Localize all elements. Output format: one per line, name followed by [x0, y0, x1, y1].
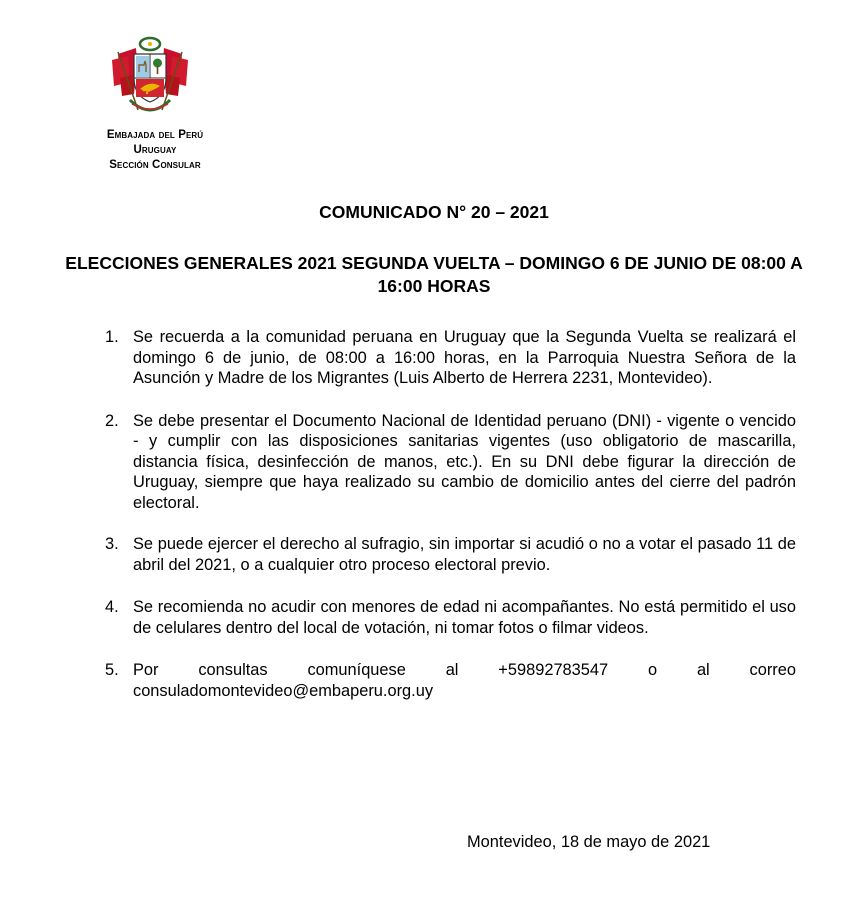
list-item-number: 2.	[105, 411, 119, 430]
document-subtitle: ELECCIONES GENERALES 2021 SEGUNDA VUELTA – DOMINGO 6 DE JUNIO DE 08:00 A 16:00 HORAS	[65, 253, 803, 296]
list-item	[96, 597, 796, 638]
letterhead-country: Uruguay	[133, 144, 177, 156]
letterhead-embassy: Embajada del Perú	[106, 129, 204, 141]
letterhead-section: Sección Consular	[109, 159, 201, 171]
place-and-date: Montevideo, 18 de mayo de 2021	[467, 833, 711, 851]
list-item-number: 5.	[105, 661, 119, 679]
list-item-text: Se recuerda a la comunidad peruana en Uruguay que la Segunda Vuelta se realizará el domingo 6 de junio, de 08:00 a 16:00 horas, en la Parroquia Nuestra Señora de la Asunción y Madre de los Migrantes (Luis Alberto de Herrera 2231, Montevideo).	[133, 328, 796, 387]
list-item-number: 4.	[105, 598, 119, 616]
list-item-text: Se debe presentar el Documento Nacional de Identidad peruano (DNI) - vigente o vencido - y cumplir con las disposiciones sanitarias vigentes (uso obligatorio de mascarilla, distancia física, desinfección de manos, etc.). En su DNI debe figurar la dirección de Uruguay, siempre que haya realizado su cambio de domicilio antes del cierre del padrón electoral.	[133, 411, 796, 512]
list-item	[96, 534, 796, 575]
document-title: COMUNICADO N° 20 – 2021	[319, 202, 549, 222]
numbered-list	[96, 327, 796, 723]
list-item	[96, 411, 796, 514]
coat-of-arms-icon	[108, 34, 192, 120]
list-item-text: Se puede ejercer el derecho al sufragio, sin importar si acudió o no a votar el pasado 11 de abril del 2021, o a cualquier otro proceso electoral previo.	[133, 535, 796, 574]
list-item-text: Por consultas comuníquese al +59892783547 o al correo	[133, 661, 796, 679]
list-item-number: 3.	[105, 535, 119, 553]
contact-email-link[interactable]: consuladomontevideo@embaperu.org.uy	[133, 681, 434, 700]
list-item	[96, 327, 796, 389]
list-item-text: Se recomienda no acudir con menores de edad ni acompañantes. No está permitido el uso de celulares dentro del local de votación, ni tomar fotos o filmar videos.	[133, 598, 796, 637]
list-item	[96, 660, 796, 701]
letterhead	[60, 128, 250, 173]
list-item-number: 1.	[105, 328, 119, 346]
